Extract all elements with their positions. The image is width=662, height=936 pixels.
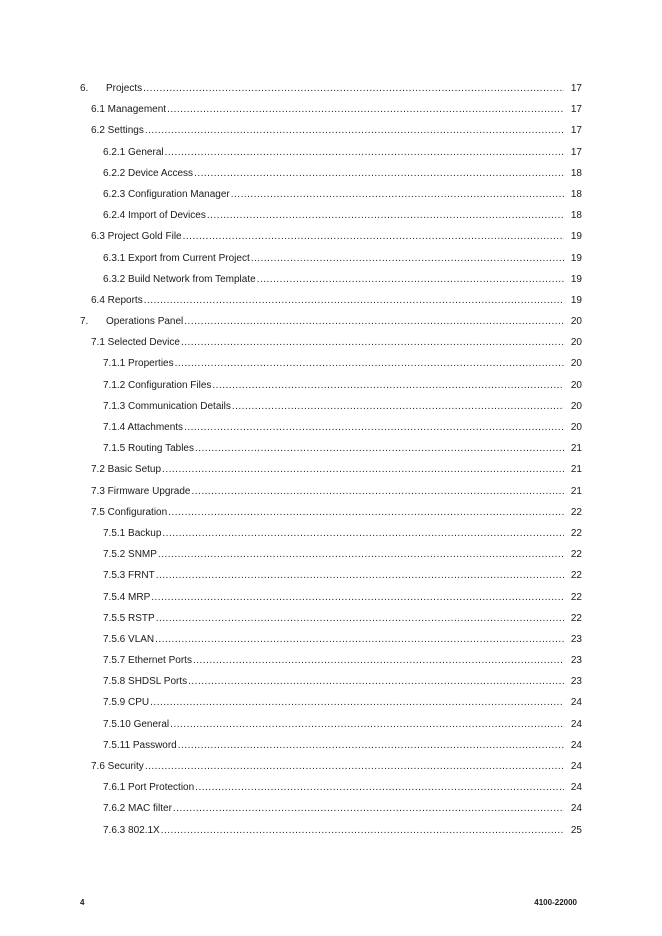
- toc-entry-page: 22: [570, 549, 582, 561]
- toc-entry-title: 7.2 Basic Setup: [91, 464, 162, 476]
- toc-entry-title: 6.3 Project Gold File: [91, 231, 182, 243]
- toc-entry-page: 22: [570, 570, 582, 582]
- toc-entry[interactable]: [0, 184, 582, 205]
- toc-entry-title: 7.5.10 General: [103, 718, 170, 730]
- toc-dot-leader: [257, 269, 564, 290]
- toc-entry[interactable]: [0, 692, 582, 713]
- toc-entry[interactable]: [0, 587, 582, 608]
- toc-entry-title: 6.3.1 Export from Current Project: [103, 252, 250, 264]
- toc-entry-title: 7.5.4 MRP: [103, 591, 151, 603]
- toc-entry-title: 7.1.4 Attachments: [103, 422, 184, 433]
- toc-entry-page: 22: [570, 506, 582, 518]
- toc-dot-leader: [193, 650, 564, 671]
- toc-entry-title: Projects: [106, 83, 143, 94]
- toc-entry[interactable]: [0, 142, 582, 163]
- toc-entry[interactable]: [0, 459, 582, 480]
- toc-entry-page: 23: [570, 633, 582, 645]
- toc-entry[interactable]: [0, 290, 582, 311]
- toc-entry-title: 7.5.8 SHDSL Ports: [103, 676, 188, 688]
- toc-entry-title: 7.1.1 Properties: [103, 358, 174, 370]
- toc-entry[interactable]: [0, 756, 582, 777]
- toc-entry-title: 7.1 Selected Device: [91, 337, 180, 349]
- toc-entry[interactable]: [0, 502, 582, 523]
- toc-entry-page: 17: [570, 125, 582, 137]
- toc-entry-page: 22: [570, 612, 582, 624]
- toc-entry-page: 24: [570, 718, 582, 730]
- toc-dot-leader: [151, 587, 564, 608]
- toc-entry[interactable]: [0, 671, 582, 692]
- toc-entry[interactable]: [0, 565, 582, 586]
- toc-entry-page: 20: [570, 316, 582, 328]
- toc-entry-title: 7.6.2 MAC filter: [103, 803, 172, 815]
- toc-entry-title: 7.5.7 Ethernet Ports: [103, 655, 192, 667]
- toc-dot-leader: [175, 353, 564, 374]
- toc-dot-leader: [161, 820, 564, 841]
- toc-dot-leader: [251, 248, 564, 269]
- toc-entry-title: 6.2.2 Device Access: [103, 167, 194, 179]
- toc-entry[interactable]: [0, 544, 582, 565]
- toc-entry[interactable]: [0, 777, 582, 798]
- toc-entry[interactable]: [0, 523, 582, 544]
- toc-entry[interactable]: [0, 481, 582, 502]
- toc-entry-page: 20: [570, 400, 582, 412]
- toc-dot-leader: [207, 205, 564, 226]
- toc-entry-title: 7.5.1 Backup: [103, 527, 162, 539]
- toc-entry-page: 24: [570, 761, 582, 772]
- toc-entry-title: 7.6 Security: [91, 761, 144, 772]
- toc-entry-page: 19: [570, 273, 582, 285]
- toc-entry-page: 19: [570, 294, 582, 306]
- toc-entry[interactable]: [0, 353, 582, 374]
- toc-dot-leader: [184, 417, 564, 438]
- toc-dot-leader: [145, 756, 564, 777]
- toc-dot-leader: [167, 99, 564, 120]
- toc-entry-title: 6.2 Settings: [91, 125, 144, 137]
- toc-entry-title: 7.5.3 FRNT: [103, 570, 155, 582]
- toc-entry-page: 20: [570, 379, 582, 391]
- toc-entry-title: 7.5.5 RSTP: [103, 612, 155, 624]
- toc-entry-title: 6.3.2 Build Network from Template: [103, 273, 256, 285]
- toc-entry-title: 7.6.3 802.1X: [103, 824, 160, 836]
- toc-entry-title: Operations Panel: [106, 316, 184, 328]
- toc-entry[interactable]: [0, 650, 582, 671]
- toc-entry-page: 24: [570, 782, 582, 794]
- toc-dot-leader: [155, 629, 564, 650]
- toc-entry-title: 6.2.1 General: [103, 146, 164, 158]
- toc-entry-page: 25: [570, 824, 582, 836]
- toc-entry-title: 6.2.4 Import of Devices: [103, 210, 206, 222]
- toc-entry[interactable]: [0, 332, 582, 353]
- toc-entry-page: 19: [570, 231, 582, 243]
- toc-entry[interactable]: [0, 226, 582, 247]
- toc-entry-title: 7.1.3 Communication Details: [103, 400, 231, 412]
- toc-entry-page: 21: [570, 485, 582, 497]
- toc-dot-leader: [232, 396, 564, 417]
- toc-entry-number: 7.: [80, 316, 89, 328]
- toc-entry-title: 7.5 Configuration: [91, 506, 168, 518]
- toc-dot-leader: [144, 290, 564, 311]
- toc-entry-page: 22: [570, 591, 582, 603]
- toc-entry-page: 23: [570, 655, 582, 667]
- toc-entry-page: 24: [570, 739, 582, 751]
- toc-dot-leader: [188, 671, 564, 692]
- toc-entry-page: 22: [570, 527, 582, 539]
- toc-dot-leader: [156, 608, 564, 629]
- toc-entry-page: 24: [570, 803, 582, 815]
- toc-entry-title: 7.5.6 VLAN: [103, 633, 155, 645]
- toc-entry[interactable]: [0, 608, 582, 629]
- toc-entry-title: 6.4 Reports: [91, 294, 143, 306]
- toc-entry[interactable]: [0, 798, 582, 819]
- toc-dot-leader: [170, 714, 564, 735]
- toc-dot-leader: [181, 332, 564, 353]
- toc-dot-leader: [191, 481, 564, 502]
- toc-entry[interactable]: [0, 248, 582, 269]
- toc-entry-page: 17: [570, 83, 582, 94]
- toc-entry[interactable]: [0, 396, 582, 417]
- toc-entry-page: 17: [570, 104, 582, 116]
- toc-dot-leader: [184, 311, 564, 332]
- toc-entry[interactable]: [0, 714, 582, 735]
- toc-dot-leader: [158, 544, 564, 565]
- toc-dot-leader: [143, 78, 564, 99]
- toc-dot-leader: [150, 692, 564, 713]
- toc-dot-leader: [145, 120, 564, 141]
- toc-entry[interactable]: [0, 820, 582, 841]
- toc-entry-title: 7.5.2 SNMP: [103, 549, 157, 561]
- toc-entry-title: 7.3 Firmware Upgrade: [91, 485, 191, 497]
- toc-entry-title: 6.1 Management: [91, 104, 167, 116]
- toc-dot-leader: [165, 142, 564, 163]
- toc-entry-title: 7.5.9 CPU: [103, 697, 150, 709]
- toc-dot-leader: [156, 565, 564, 586]
- toc-dot-leader: [173, 798, 564, 819]
- toc-entry[interactable]: [0, 163, 582, 184]
- toc-entry-page: 20: [570, 337, 582, 349]
- footer-doc-number: 4100-22000: [534, 898, 577, 907]
- toc-dot-leader: [162, 523, 564, 544]
- toc-entry[interactable]: [0, 205, 582, 226]
- toc-entry-title: 6.2.3 Configuration Manager: [103, 188, 230, 200]
- toc-entry[interactable]: [0, 269, 582, 290]
- toc-dot-leader: [183, 226, 564, 247]
- toc-entry-title: 7.1.2 Configuration Files: [103, 379, 212, 391]
- toc-entry-title: 7.6.1 Port Protection: [103, 782, 195, 794]
- page-footer: [80, 898, 577, 907]
- toc-entry[interactable]: [0, 99, 582, 120]
- toc-entry-page: 20: [570, 422, 582, 433]
- toc-dot-leader: [162, 459, 564, 480]
- toc-entry-page: 21: [570, 443, 582, 455]
- toc-entry-page: 18: [570, 188, 582, 200]
- toc-entry-number: 6.: [80, 83, 89, 94]
- toc-entry[interactable]: [0, 120, 582, 141]
- toc-entry[interactable]: [0, 78, 582, 99]
- toc-entry-title: 7.5.11 Password: [103, 739, 177, 751]
- toc-entry-page: 18: [570, 210, 582, 222]
- toc-dot-leader: [212, 375, 564, 396]
- toc-entry[interactable]: [0, 417, 582, 438]
- toc-dot-leader: [194, 163, 564, 184]
- toc-entry-page: 23: [570, 676, 582, 688]
- toc-entry[interactable]: [0, 629, 582, 650]
- table-of-contents: [0, 78, 662, 841]
- toc-entry[interactable]: [0, 735, 582, 756]
- toc-dot-leader: [195, 438, 564, 459]
- toc-entry-title: 7.1.5 Routing Tables: [103, 443, 194, 455]
- toc-entry-page: 21: [570, 464, 582, 476]
- toc-entry-page: 17: [570, 146, 582, 158]
- toc-entry-page: 18: [570, 167, 582, 179]
- toc-entry[interactable]: [0, 311, 582, 332]
- footer-page-number: 4: [80, 898, 85, 907]
- toc-entry-page: 24: [570, 697, 582, 709]
- toc-entry-page: 19: [570, 252, 582, 264]
- toc-dot-leader: [178, 735, 564, 756]
- toc-dot-leader: [195, 777, 564, 798]
- toc-entry-page: 20: [570, 358, 582, 370]
- toc-entry[interactable]: [0, 375, 582, 396]
- toc-dot-leader: [231, 184, 564, 205]
- toc-dot-leader: [168, 502, 564, 523]
- toc-entry[interactable]: [0, 438, 582, 459]
